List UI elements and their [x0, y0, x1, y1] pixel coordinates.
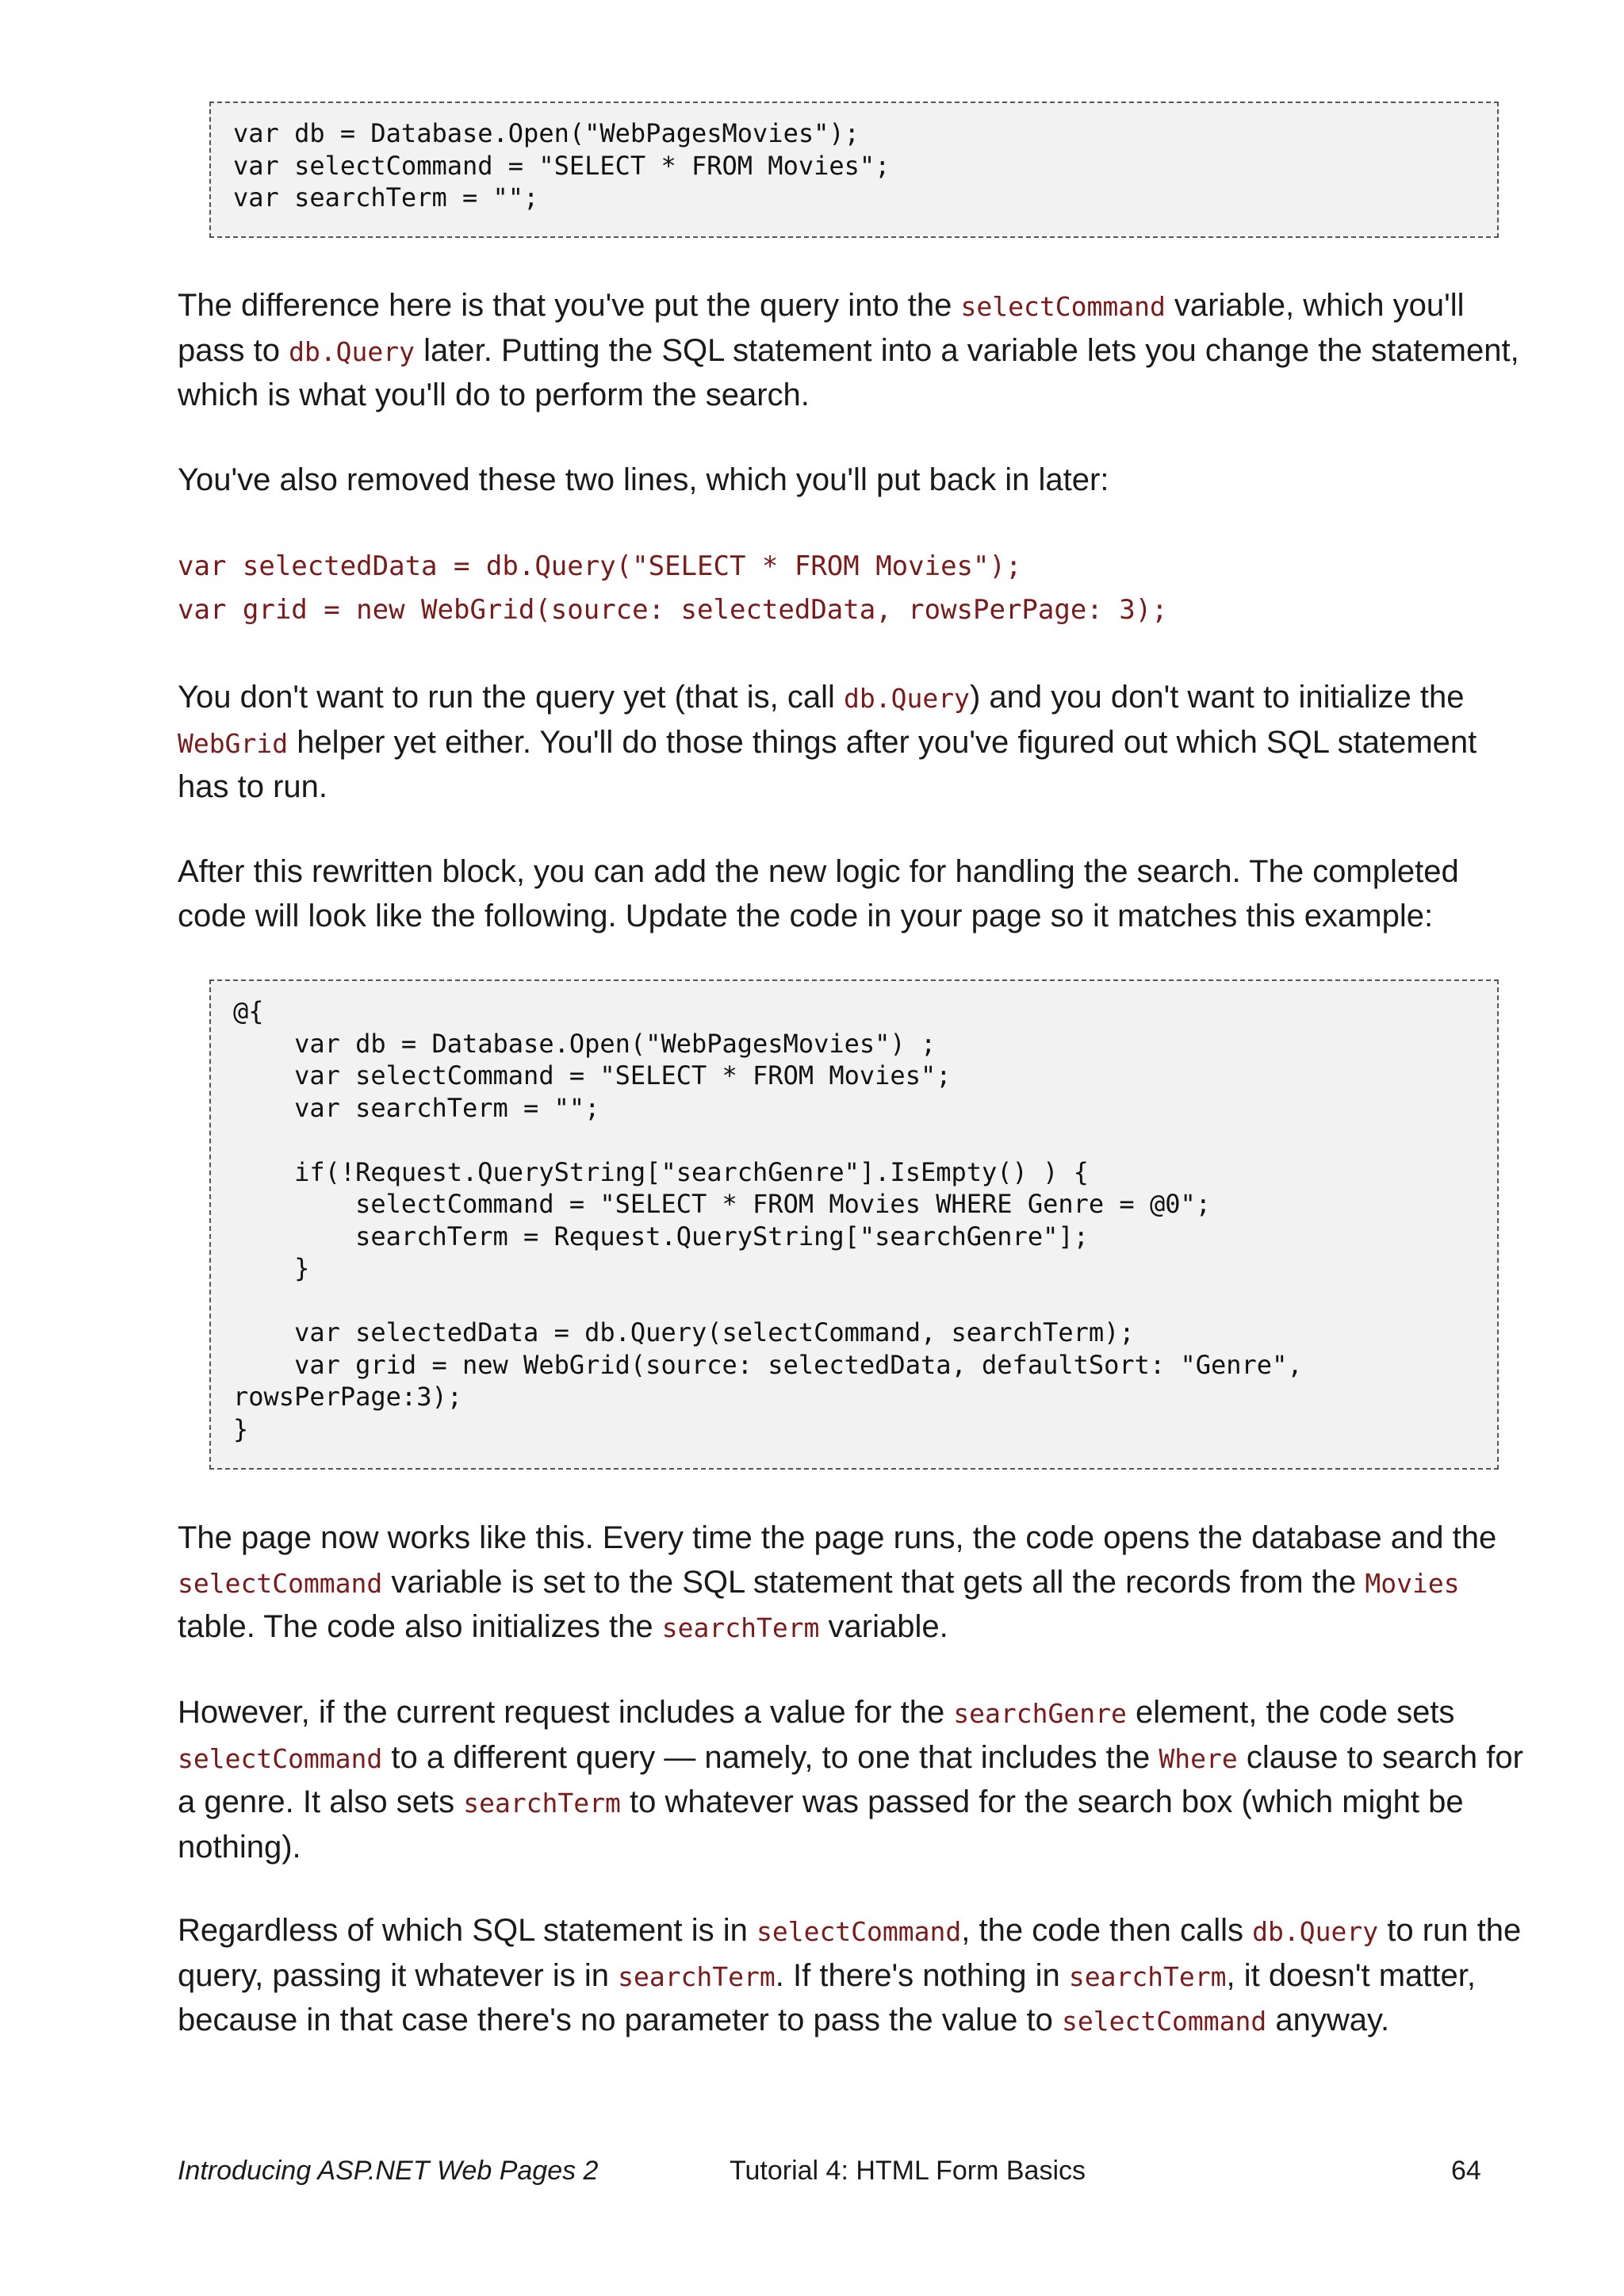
inline-code: selectCommand	[178, 1742, 383, 1774]
removed-code-line: var grid = new WebGrid(source: selectedData, rowsPerPage: 3);	[178, 594, 1168, 626]
text-run: You don't want to run the query yet (that is, call	[178, 680, 844, 715]
text-run: variable.	[819, 1609, 948, 1644]
inline-code: selectCommand	[960, 291, 1166, 322]
paragraph-removed-lines: You've also removed these two lines, which you'll put back in later:	[178, 462, 1109, 497]
inline-code: Movies	[1365, 1567, 1460, 1599]
inline-code: db.Query	[1252, 1916, 1379, 1947]
paragraph-query-later	[178, 676, 1526, 810]
inline-code: searchTerm	[618, 1961, 776, 1992]
inline-code: Where	[1159, 1742, 1238, 1774]
inline-code: selectCommand	[1061, 2006, 1267, 2037]
text-run: clause to search for a genre. It also sets	[178, 1739, 1523, 1819]
text-run: to a different query — namely, to one that includes the	[382, 1739, 1159, 1775]
text-run: , the code then calls	[961, 1913, 1253, 1948]
inline-code: WebGrid	[178, 727, 289, 759]
inline-code: searchGenre	[953, 1698, 1127, 1729]
paragraph-page-works	[178, 1516, 1526, 1650]
text-run: anyway.	[1266, 2003, 1390, 2037]
text-run: However, if the current request includes a value for the	[178, 1695, 954, 1730]
inline-code: db.Query	[843, 683, 970, 714]
text-run: to whatever was passed for the search box (which might be nothing).	[178, 1784, 1464, 1865]
paragraph-search-genre	[178, 1691, 1526, 1869]
text-run: , it doesn't matter, because in that case there's no parameter to pass the value to	[178, 1957, 1476, 2037]
text-run: The page now works like this. Every time the page runs, the code opens the database and the	[178, 1520, 1497, 1555]
paragraph-new-logic: After this rewritten block, you can add the new logic for handling the search. The completed code will look like the following. Update the code in your page so it matches this example:	[178, 854, 1459, 933]
inline-code: selectCommand	[756, 1916, 962, 1947]
text-run: later. Putting the SQL statement into a variable lets you change the statement, which is what you'll do to perform the search.	[178, 332, 1519, 412]
inline-code: db.Query	[289, 335, 416, 367]
text-run: variable, which you'll pass to	[178, 288, 1465, 368]
text-run: The difference here is that you've put the query into the	[178, 288, 961, 323]
text-run: table. The code also initializes the	[178, 1609, 662, 1644]
text-run: variable is set to the SQL statement that gets all the records from the	[382, 1564, 1365, 1600]
text-run: element, the code sets	[1126, 1695, 1455, 1730]
footer-chapter: Tutorial 4: HTML Form Basics	[730, 2156, 1086, 2186]
inline-code: searchTerm	[463, 1788, 621, 1819]
paragraph-select-command	[178, 284, 1526, 418]
text-run: to run the query, passing it whatever is in	[178, 1913, 1522, 1993]
text-run: Regardless of which SQL statement is in	[178, 1913, 756, 1948]
text-run: . If there's nothing in	[775, 1957, 1069, 1993]
footer-book-title: Introducing ASP.NET Web Pages 2	[178, 2156, 599, 2186]
footer-page-number: 64	[1451, 2156, 1481, 2186]
inline-code: searchTerm	[661, 1612, 820, 1643]
removed-code-line: var selectedData = db.Query("SELECT * FROM Movies");	[178, 550, 1022, 582]
text-run: helper yet either. You'll do those things after you've figured out which SQL statement has to run.	[178, 724, 1477, 804]
paragraph-regardless	[178, 1909, 1526, 2044]
code-block-declarations: var db = Database.Open("WebPagesMovies"); var selectCommand = "SELECT * FROM Movies"; var searchTerm = "";	[209, 102, 1499, 238]
inline-code: searchTerm	[1068, 1961, 1227, 1992]
text-run: ) and you don't want to initialize the	[969, 680, 1465, 715]
inline-code: selectCommand	[178, 1567, 383, 1599]
code-block-completed: @{ var db = Database.Open("WebPagesMovies") ; var selectCommand = "SELECT * FROM Movies"; var searchTerm = ""; if(!Request.QueryString["searchGenre"].IsEmpty() ) { selectCommand = "SELECT * FROM Movies WHERE Genre = @0"; searchTerm = Request.QueryString["searchGenre"]; } var selectedData = db.Query(selectCommand, searchTerm); var grid = new WebGrid(source: selectedData, defaultSort: "Genre", rowsPerPage:3); }	[209, 979, 1499, 1470]
